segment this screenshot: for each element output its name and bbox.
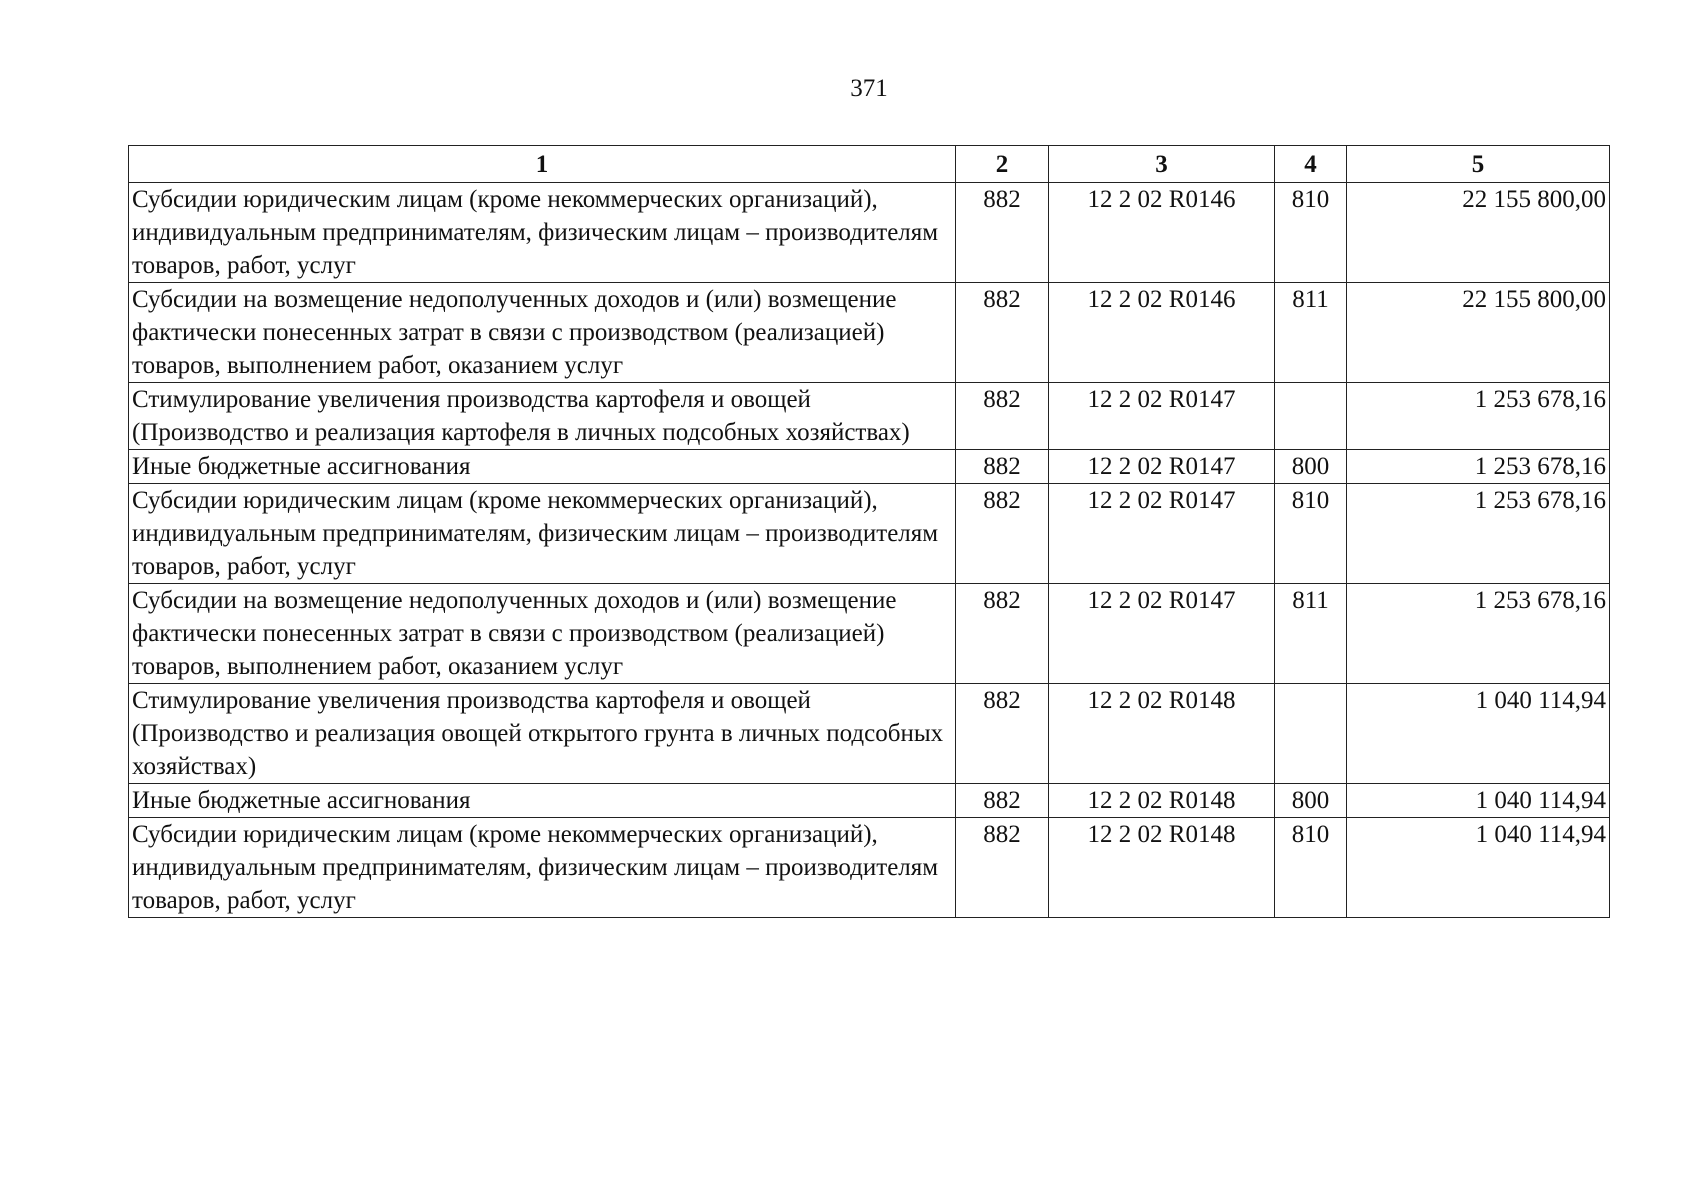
row-program: 12 2 02 R0147 [1049,383,1275,450]
row-amount: 1 040 114,94 [1347,784,1610,818]
row-name: Стимулирование увеличения производства картофеля и овощей (Производство и реализация картофеля в личных подсобных хозяйствах) [129,383,956,450]
row-amount: 22 155 800,00 [1347,283,1610,383]
row-kind [1275,684,1347,784]
row-name: Субсидии на возмещение недополученных доходов и (или) возмещение фактически понесенных затрат в связи с производством (реализацией) товаров, выполнением работ, оказанием услуг [129,584,956,684]
row-amount: 1 040 114,94 [1347,684,1610,784]
row-program: 12 2 02 R0146 [1049,183,1275,283]
column-header-4: 4 [1275,146,1347,183]
row-name: Субсидии юридическим лицам (кроме некоммерческих организаций), индивидуальным предпринимателям, физическим лицам – производителям товаров, работ, услуг [129,818,956,918]
table-row [129,383,1610,450]
row-kind: 800 [1275,450,1347,484]
row-name: Иные бюджетные ассигнования [129,784,956,818]
row-amount: 1 253 678,16 [1347,450,1610,484]
row-program: 12 2 02 R0148 [1049,784,1275,818]
row-code: 882 [956,383,1049,450]
row-kind: 800 [1275,784,1347,818]
row-code: 882 [956,484,1049,584]
row-amount: 1 253 678,16 [1347,484,1610,584]
row-kind [1275,383,1347,450]
row-name: Иные бюджетные ассигнования [129,450,956,484]
table-row [129,450,1610,484]
row-program: 12 2 02 R0148 [1049,684,1275,784]
page-number: 371 [850,75,888,102]
row-amount: 1 253 678,16 [1347,383,1610,450]
row-program: 12 2 02 R0148 [1049,818,1275,918]
row-kind: 810 [1275,183,1347,283]
row-code: 882 [956,183,1049,283]
table-row [129,283,1610,383]
row-code: 882 [956,684,1049,784]
column-header-5: 5 [1347,146,1610,183]
row-program: 12 2 02 R0146 [1049,283,1275,383]
row-kind: 811 [1275,584,1347,684]
row-kind: 810 [1275,484,1347,584]
row-program: 12 2 02 R0147 [1049,484,1275,584]
table-row [129,183,1610,283]
column-header-3: 3 [1049,146,1275,183]
row-amount: 1 253 678,16 [1347,584,1610,684]
row-name: Субсидии на возмещение недополученных доходов и (или) возмещение фактически понесенных затрат в связи с производством (реализацией) товаров, выполнением работ, оказанием услуг [129,283,956,383]
table-row [129,484,1610,584]
table-row [129,684,1610,784]
row-name: Субсидии юридическим лицам (кроме некоммерческих организаций), индивидуальным предпринимателям, физическим лицам – производителям товаров, работ, услуг [129,183,956,283]
row-code: 882 [956,450,1049,484]
row-kind: 810 [1275,818,1347,918]
row-code: 882 [956,818,1049,918]
budget-table [128,145,1610,918]
row-program: 12 2 02 R0147 [1049,584,1275,684]
column-header-1: 1 [129,146,956,183]
row-amount: 22 155 800,00 [1347,183,1610,283]
column-header-2: 2 [956,146,1049,183]
table-row [129,818,1610,918]
table-row [129,584,1610,684]
table-row [129,784,1610,818]
row-code: 882 [956,584,1049,684]
row-name: Субсидии юридическим лицам (кроме некоммерческих организаций), индивидуальным предпринимателям, физическим лицам – производителям товаров, работ, услуг [129,484,956,584]
row-name: Стимулирование увеличения производства картофеля и овощей (Производство и реализация овощей открытого грунта в личных подсобных хозяйствах) [129,684,956,784]
row-amount: 1 040 114,94 [1347,818,1610,918]
header-row [129,146,1610,183]
row-kind: 811 [1275,283,1347,383]
row-code: 882 [956,283,1049,383]
row-code: 882 [956,784,1049,818]
row-program: 12 2 02 R0147 [1049,450,1275,484]
